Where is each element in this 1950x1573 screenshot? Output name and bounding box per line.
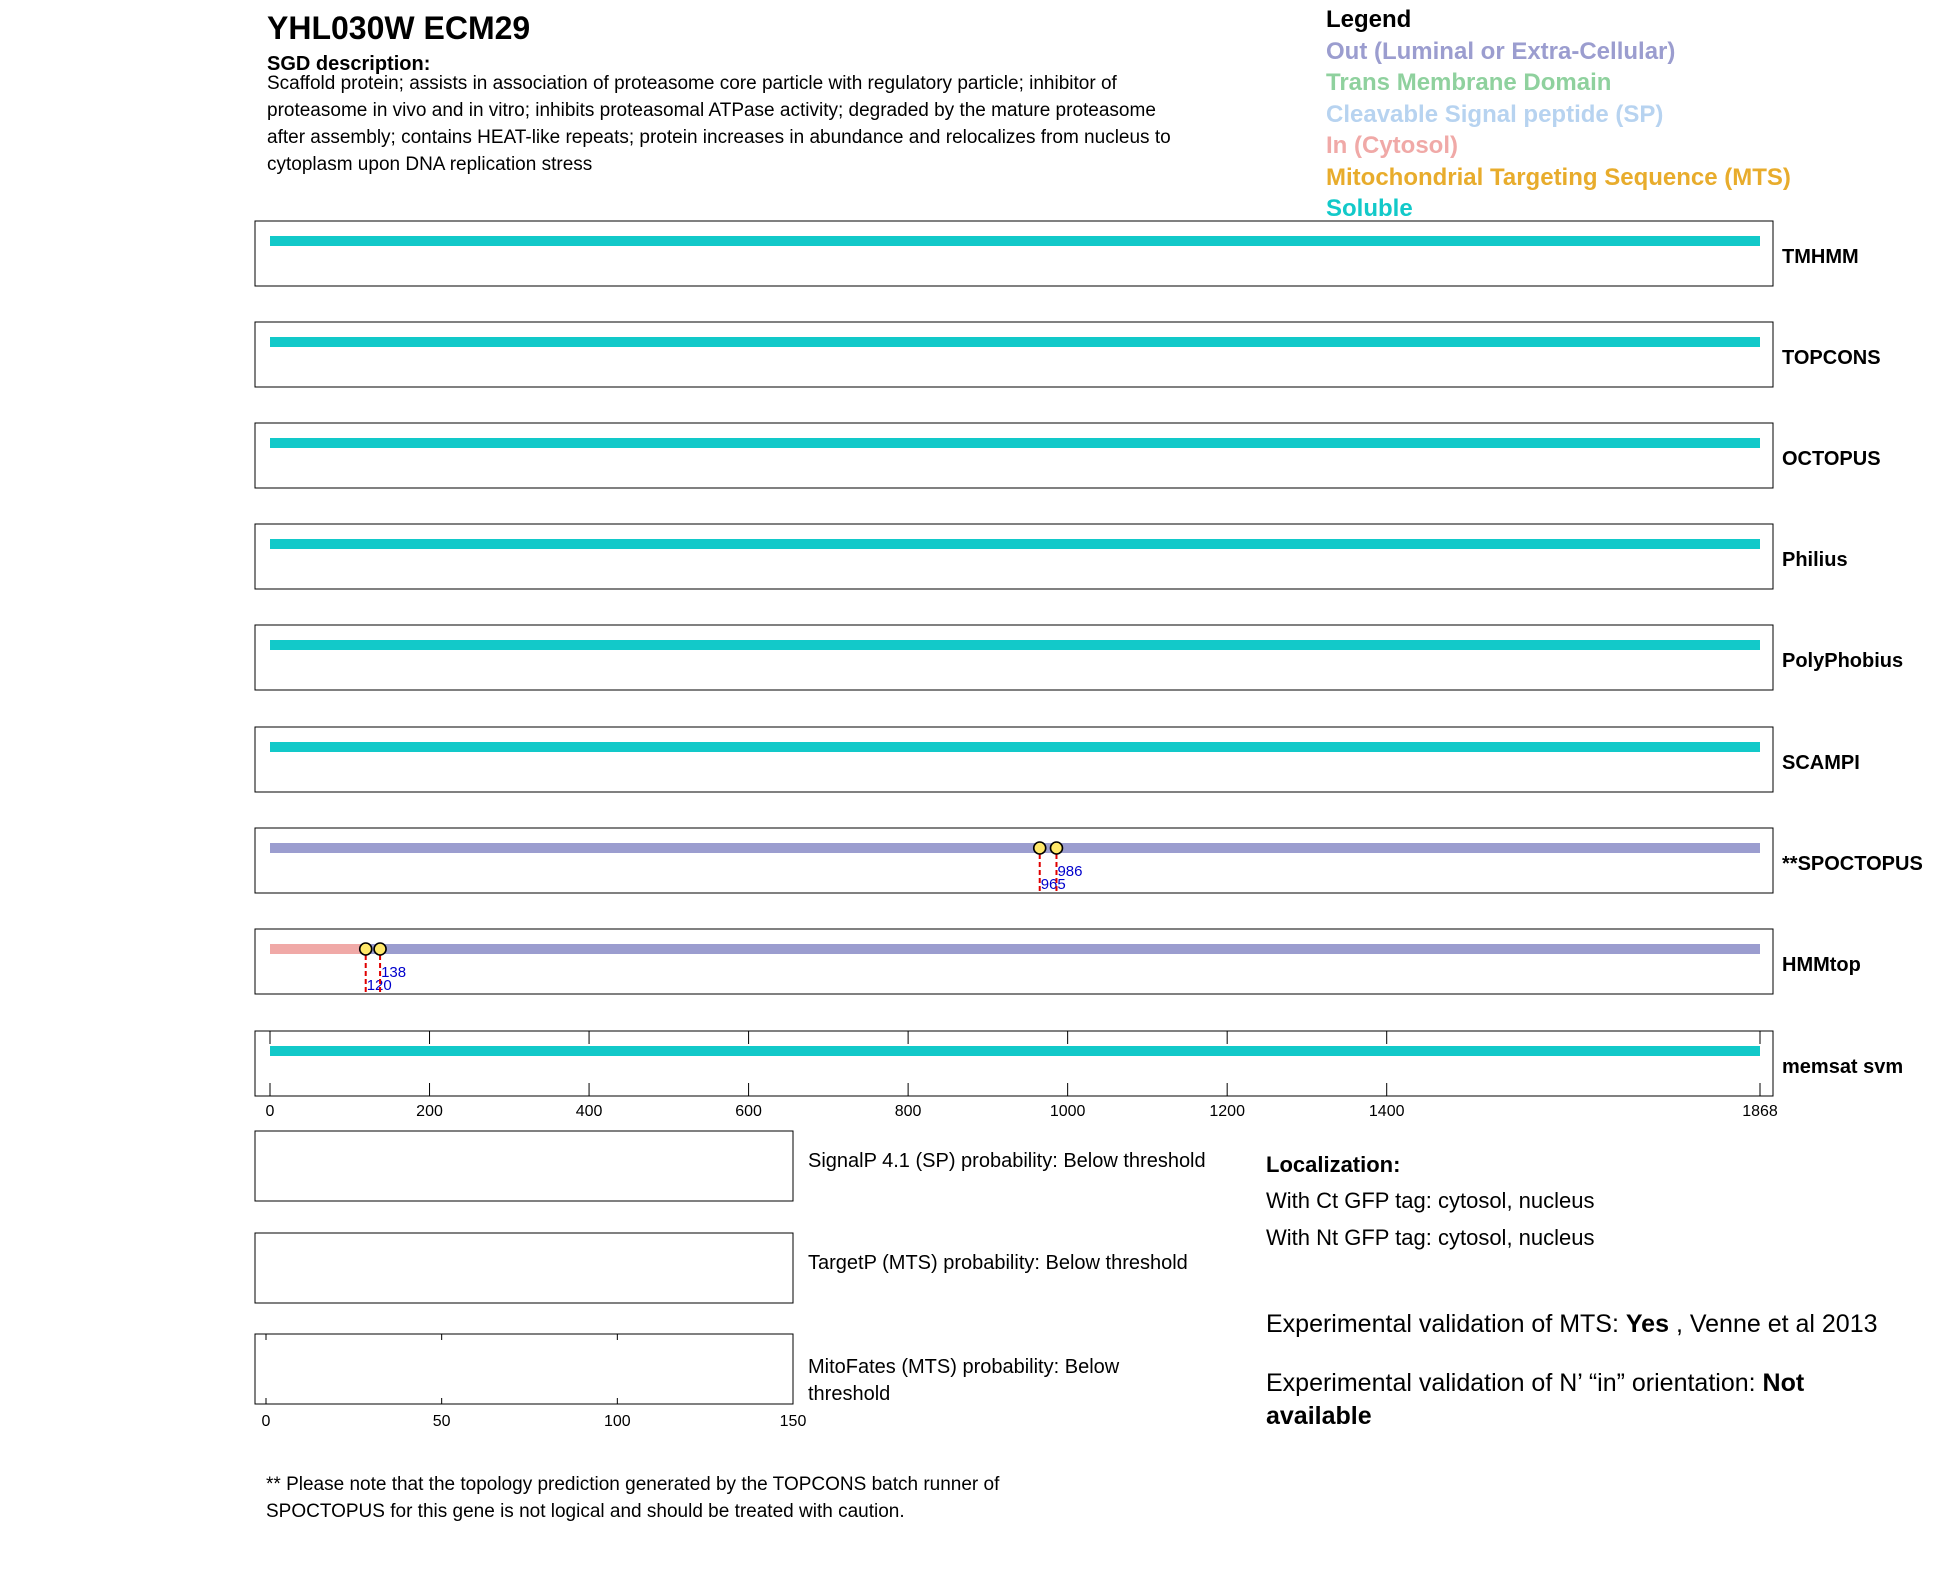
footnote-line: SPOCTOPUS for this gene is not logical and should be treated with caution. xyxy=(266,1501,905,1522)
axis-tick-label: 800 xyxy=(894,1103,922,1120)
prob-axis-tick-label: 0 xyxy=(261,1413,271,1430)
track-label: TOPCONS xyxy=(1782,347,1881,369)
experimental-nin-value: Not xyxy=(1762,1369,1805,1397)
boundary-label: 120 xyxy=(366,977,392,994)
track-segment xyxy=(366,944,1760,954)
experimental-nin-value-cont: available xyxy=(1266,1402,1372,1430)
boundary-marker xyxy=(374,943,386,955)
track-segment xyxy=(270,742,1760,752)
boundary-marker xyxy=(1050,842,1062,854)
description-line: proteasome in vivo and in vitro; inhibits proteasomal ATPase activity; degraded by the mature proteasome xyxy=(267,100,1156,121)
axis-tick-label: 600 xyxy=(735,1103,762,1120)
footnote-line: ** Please note that the topology prediction generated by the TOPCONS batch runner of xyxy=(266,1474,1000,1495)
track-label: Philius xyxy=(1782,549,1848,571)
track-polyphobius xyxy=(255,625,1903,690)
track-segment xyxy=(270,236,1760,246)
track-frame xyxy=(255,1031,1773,1096)
track-segment xyxy=(270,539,1760,549)
track-tmhmm xyxy=(255,221,1859,286)
track-label: PolyPhobius xyxy=(1782,650,1904,672)
legend-item-sp: Cleavable Signal peptide (SP) xyxy=(1326,101,1664,128)
boundary-label: 965 xyxy=(1040,876,1066,893)
track-frame xyxy=(255,929,1773,994)
axis-tick-label: 1868 xyxy=(1742,1103,1778,1120)
experimental-mts-prefix: Experimental validation of MTS: xyxy=(1266,1310,1626,1338)
experimental-nin-prefix: Experimental validation of N’ “in” orientation: xyxy=(1266,1369,1763,1397)
track-label: OCTOPUS xyxy=(1782,448,1881,470)
track-segment xyxy=(270,438,1760,448)
track-segment xyxy=(270,337,1760,347)
boundary-label: 138 xyxy=(381,964,407,981)
experimental-mts-suffix: , Venne et al 2013 xyxy=(1669,1310,1878,1338)
track-frame xyxy=(255,221,1773,286)
prob-track-0 xyxy=(255,1131,1206,1201)
track-scampi xyxy=(255,727,1860,792)
description-label: SGD description: xyxy=(267,53,431,75)
track-spoctopus xyxy=(255,828,1923,893)
prob-track-frame xyxy=(255,1131,793,1201)
localization-ct: With Ct GFP tag: cytosol, nucleus xyxy=(1266,1188,1595,1213)
axis-tick-label: 1400 xyxy=(1368,1103,1405,1120)
track-frame xyxy=(255,727,1773,792)
legend-item-soluble: Soluble xyxy=(1326,195,1413,222)
legend-item-out: Out (Luminal or Extra-Cellular) xyxy=(1326,38,1676,65)
track-label: memsat svm xyxy=(1782,1056,1904,1078)
prob-track-label: threshold xyxy=(808,1383,891,1405)
experimental-mts xyxy=(1266,1310,1878,1338)
track-octopus xyxy=(255,423,1881,488)
axis-tick-label: 0 xyxy=(265,1103,275,1120)
track-memsat-svm xyxy=(255,1031,1903,1120)
track-hmmtop xyxy=(255,929,1861,994)
track-topcons xyxy=(255,322,1881,387)
prob-axis-tick-label: 100 xyxy=(603,1413,631,1430)
track-frame xyxy=(255,322,1773,387)
prob-track-2 xyxy=(255,1334,1120,1430)
track-philius xyxy=(255,524,1848,589)
track-label: TMHMM xyxy=(1782,246,1859,268)
localization-nt: With Nt GFP tag: cytosol, nucleus xyxy=(1266,1225,1595,1250)
legend xyxy=(1326,6,1791,222)
prob-track-label: SignalP 4.1 (SP) probability: Below threshold xyxy=(808,1150,1206,1172)
description-line: cytoplasm upon DNA replication stress xyxy=(267,154,593,175)
boundary-marker xyxy=(360,943,372,955)
track-segment xyxy=(270,843,1760,853)
track-label: SCAMPI xyxy=(1782,752,1860,774)
track-segment xyxy=(270,944,366,954)
experimental-nin xyxy=(1266,1369,1805,1397)
axis-tick-label: 1000 xyxy=(1049,1103,1086,1120)
legend-title: Legend xyxy=(1326,6,1412,33)
track-frame xyxy=(255,828,1773,893)
track-segment xyxy=(270,640,1760,650)
experimental-mts-value: Yes xyxy=(1625,1310,1669,1338)
track-frame xyxy=(255,423,1773,488)
boundary-label: 986 xyxy=(1057,863,1083,880)
prob-track-label: MitoFates (MTS) probability: Below xyxy=(808,1356,1120,1378)
track-frame xyxy=(255,625,1773,690)
axis-tick-label: 400 xyxy=(575,1103,603,1120)
track-label: HMMtop xyxy=(1782,954,1861,976)
prob-track-label: TargetP (MTS) probability: Below threshold xyxy=(808,1252,1188,1274)
localization-title: Localization: xyxy=(1266,1152,1401,1177)
prob-track-1 xyxy=(255,1233,1188,1303)
page-title: YHL030W ECM29 xyxy=(267,10,531,46)
axis-tick-label: 200 xyxy=(416,1103,443,1120)
boundary-marker xyxy=(1034,842,1046,854)
prob-axis-tick-label: 50 xyxy=(432,1413,451,1430)
topology-tracks xyxy=(255,221,1923,1120)
prob-axis-tick-label: 150 xyxy=(779,1413,807,1430)
track-label: **SPOCTOPUS xyxy=(1782,853,1923,875)
track-segment xyxy=(270,1046,1760,1056)
legend-item-tm: Trans Membrane Domain xyxy=(1326,69,1612,96)
prob-track-frame xyxy=(255,1233,793,1303)
description-line: Scaffold protein; assists in association of proteasome core particle with regulatory particle; inhibitor of xyxy=(267,73,1117,94)
legend-item-in: In (Cytosol) xyxy=(1326,132,1458,159)
probability-tracks xyxy=(255,1131,1206,1430)
axis-tick-label: 1200 xyxy=(1209,1103,1245,1120)
track-frame xyxy=(255,524,1773,589)
description-line: after assembly; contains HEAT-like repeats; protein increases in abundance and relocalizes from nucleus to xyxy=(267,127,1171,148)
prob-track-frame xyxy=(255,1334,793,1404)
legend-item-mts: Mitochondrial Targeting Sequence (MTS) xyxy=(1326,164,1791,191)
